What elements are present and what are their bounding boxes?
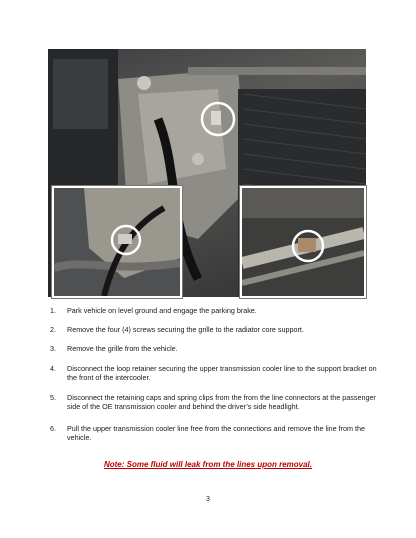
step-text: Remove the grille from the vehicle.	[67, 344, 178, 353]
step-6	[50, 424, 387, 443]
step-number: 6.	[50, 424, 56, 433]
inset-photo-line-connector	[240, 186, 366, 298]
step-4	[50, 364, 387, 383]
inset-photo-loop-retainer	[52, 186, 182, 298]
step-text: Park vehicle on level ground and engage the parking brake.	[67, 306, 257, 315]
step-3	[50, 344, 387, 353]
step-number: 3.	[50, 344, 56, 353]
step-1	[50, 306, 387, 315]
step-5	[50, 393, 387, 412]
step-text: Disconnect the retaining caps and spring clips from the from the line connectors at the passenger side of the OE transmission cooler and behind the driver’s side headlight.	[67, 393, 376, 412]
step-text: Disconnect the loop retainer securing the upper transmission cooler line to the support bracket on the front of the intercooler.	[67, 364, 377, 383]
step-text: Remove the four (4) screws securing the grille to the radiator core support.	[67, 325, 304, 334]
step-text: Pull the upper transmission cooler line free from the connections and remove the line from the vehicle.	[67, 424, 366, 443]
step-number: 2.	[50, 325, 56, 334]
step-number: 1.	[50, 306, 56, 315]
step-number: 4.	[50, 364, 56, 373]
page-number: 3	[206, 496, 210, 503]
step-2	[50, 325, 387, 334]
step-number: 5.	[50, 393, 56, 402]
fluid-leak-note: Note: Some fluid will leak from the lines upon removal.	[103, 460, 313, 469]
